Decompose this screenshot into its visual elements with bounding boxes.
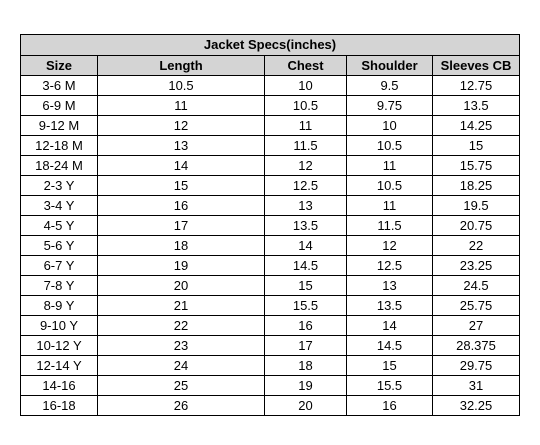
cell-shoulder: 14 — [347, 316, 433, 336]
cell-chest: 17 — [265, 336, 347, 356]
cell-shoulder: 13.5 — [347, 296, 433, 316]
cell-chest: 10 — [265, 76, 347, 96]
column-header-shoulder: Shoulder — [347, 56, 433, 76]
cell-length: 19 — [98, 256, 265, 276]
cell-shoulder: 10.5 — [347, 136, 433, 156]
cell-sleeves-cb: 12.75 — [433, 76, 520, 96]
cell-size: 6-9 M — [21, 96, 98, 116]
cell-sleeves-cb: 18.25 — [433, 176, 520, 196]
table-row — [21, 256, 520, 276]
table-row — [21, 336, 520, 356]
cell-chest: 15 — [265, 276, 347, 296]
cell-chest: 13 — [265, 196, 347, 216]
column-header-length: Length — [98, 56, 265, 76]
table-row — [21, 116, 520, 136]
cell-sleeves-cb: 29.75 — [433, 356, 520, 376]
table-title-row — [21, 35, 520, 56]
table-row — [21, 196, 520, 216]
column-header-size: Size — [21, 56, 98, 76]
cell-chest: 19 — [265, 376, 347, 396]
table-row — [21, 276, 520, 296]
cell-shoulder: 10.5 — [347, 176, 433, 196]
cell-chest: 14.5 — [265, 256, 347, 276]
table-row — [21, 136, 520, 156]
cell-sleeves-cb: 15.75 — [433, 156, 520, 176]
cell-shoulder: 12.5 — [347, 256, 433, 276]
column-header-row — [21, 56, 520, 76]
cell-chest: 14 — [265, 236, 347, 256]
cell-sleeves-cb: 27 — [433, 316, 520, 336]
table-row — [21, 296, 520, 316]
cell-chest: 18 — [265, 356, 347, 376]
cell-size: 18-24 M — [21, 156, 98, 176]
cell-size: 8-9 Y — [21, 296, 98, 316]
table-body — [21, 76, 520, 416]
cell-sleeves-cb: 20.75 — [433, 216, 520, 236]
cell-length: 23 — [98, 336, 265, 356]
cell-length: 10.5 — [98, 76, 265, 96]
cell-shoulder: 9.5 — [347, 76, 433, 96]
table-row — [21, 216, 520, 236]
cell-sleeves-cb: 22 — [433, 236, 520, 256]
cell-chest: 12 — [265, 156, 347, 176]
cell-size: 2-3 Y — [21, 176, 98, 196]
table-row — [21, 356, 520, 376]
cell-shoulder: 14.5 — [347, 336, 433, 356]
cell-sleeves-cb: 15 — [433, 136, 520, 156]
cell-sleeves-cb: 24.5 — [433, 276, 520, 296]
cell-shoulder: 11 — [347, 196, 433, 216]
cell-shoulder: 11 — [347, 156, 433, 176]
cell-length: 17 — [98, 216, 265, 236]
cell-sleeves-cb: 23.25 — [433, 256, 520, 276]
table-title: Jacket Specs(inches) — [21, 35, 520, 56]
cell-chest: 10.5 — [265, 96, 347, 116]
cell-chest: 12.5 — [265, 176, 347, 196]
cell-sleeves-cb: 25.75 — [433, 296, 520, 316]
cell-sleeves-cb: 28.375 — [433, 336, 520, 356]
cell-size: 10-12 Y — [21, 336, 98, 356]
cell-sleeves-cb: 19.5 — [433, 196, 520, 216]
cell-size: 3-4 Y — [21, 196, 98, 216]
column-header-sleeves-cb: Sleeves CB — [433, 56, 520, 76]
table-row — [21, 236, 520, 256]
cell-size: 6-7 Y — [21, 256, 98, 276]
cell-size: 5-6 Y — [21, 236, 98, 256]
cell-shoulder: 13 — [347, 276, 433, 296]
cell-chest: 20 — [265, 396, 347, 416]
cell-shoulder: 9.75 — [347, 96, 433, 116]
cell-shoulder: 16 — [347, 396, 433, 416]
cell-shoulder: 11.5 — [347, 216, 433, 236]
cell-size: 3-6 M — [21, 76, 98, 96]
cell-chest: 15.5 — [265, 296, 347, 316]
cell-length: 14 — [98, 156, 265, 176]
cell-shoulder: 12 — [347, 236, 433, 256]
cell-size: 7-8 Y — [21, 276, 98, 296]
cell-size: 16-18 — [21, 396, 98, 416]
cell-size: 4-5 Y — [21, 216, 98, 236]
cell-chest: 11.5 — [265, 136, 347, 156]
cell-sleeves-cb: 14.25 — [433, 116, 520, 136]
cell-shoulder: 15.5 — [347, 376, 433, 396]
cell-length: 26 — [98, 396, 265, 416]
cell-sleeves-cb: 31 — [433, 376, 520, 396]
cell-length: 16 — [98, 196, 265, 216]
table-row — [21, 96, 520, 116]
cell-length: 21 — [98, 296, 265, 316]
cell-sleeves-cb: 13.5 — [433, 96, 520, 116]
cell-chest: 13.5 — [265, 216, 347, 236]
jacket-specs-table — [20, 34, 520, 416]
table-row — [21, 376, 520, 396]
cell-length: 15 — [98, 176, 265, 196]
cell-length: 24 — [98, 356, 265, 376]
cell-length: 25 — [98, 376, 265, 396]
table-row — [21, 316, 520, 336]
column-header-chest: Chest — [265, 56, 347, 76]
cell-shoulder: 10 — [347, 116, 433, 136]
cell-size: 9-10 Y — [21, 316, 98, 336]
table-row — [21, 156, 520, 176]
cell-shoulder: 15 — [347, 356, 433, 376]
cell-chest: 11 — [265, 116, 347, 136]
cell-chest: 16 — [265, 316, 347, 336]
cell-size: 9-12 M — [21, 116, 98, 136]
table-row — [21, 176, 520, 196]
table-row — [21, 396, 520, 416]
cell-length: 22 — [98, 316, 265, 336]
cell-size: 12-14 Y — [21, 356, 98, 376]
cell-size: 14-16 — [21, 376, 98, 396]
cell-length: 12 — [98, 116, 265, 136]
cell-size: 12-18 M — [21, 136, 98, 156]
cell-length: 18 — [98, 236, 265, 256]
cell-length: 13 — [98, 136, 265, 156]
cell-length: 11 — [98, 96, 265, 116]
cell-length: 20 — [98, 276, 265, 296]
cell-sleeves-cb: 32.25 — [433, 396, 520, 416]
table-row — [21, 76, 520, 96]
